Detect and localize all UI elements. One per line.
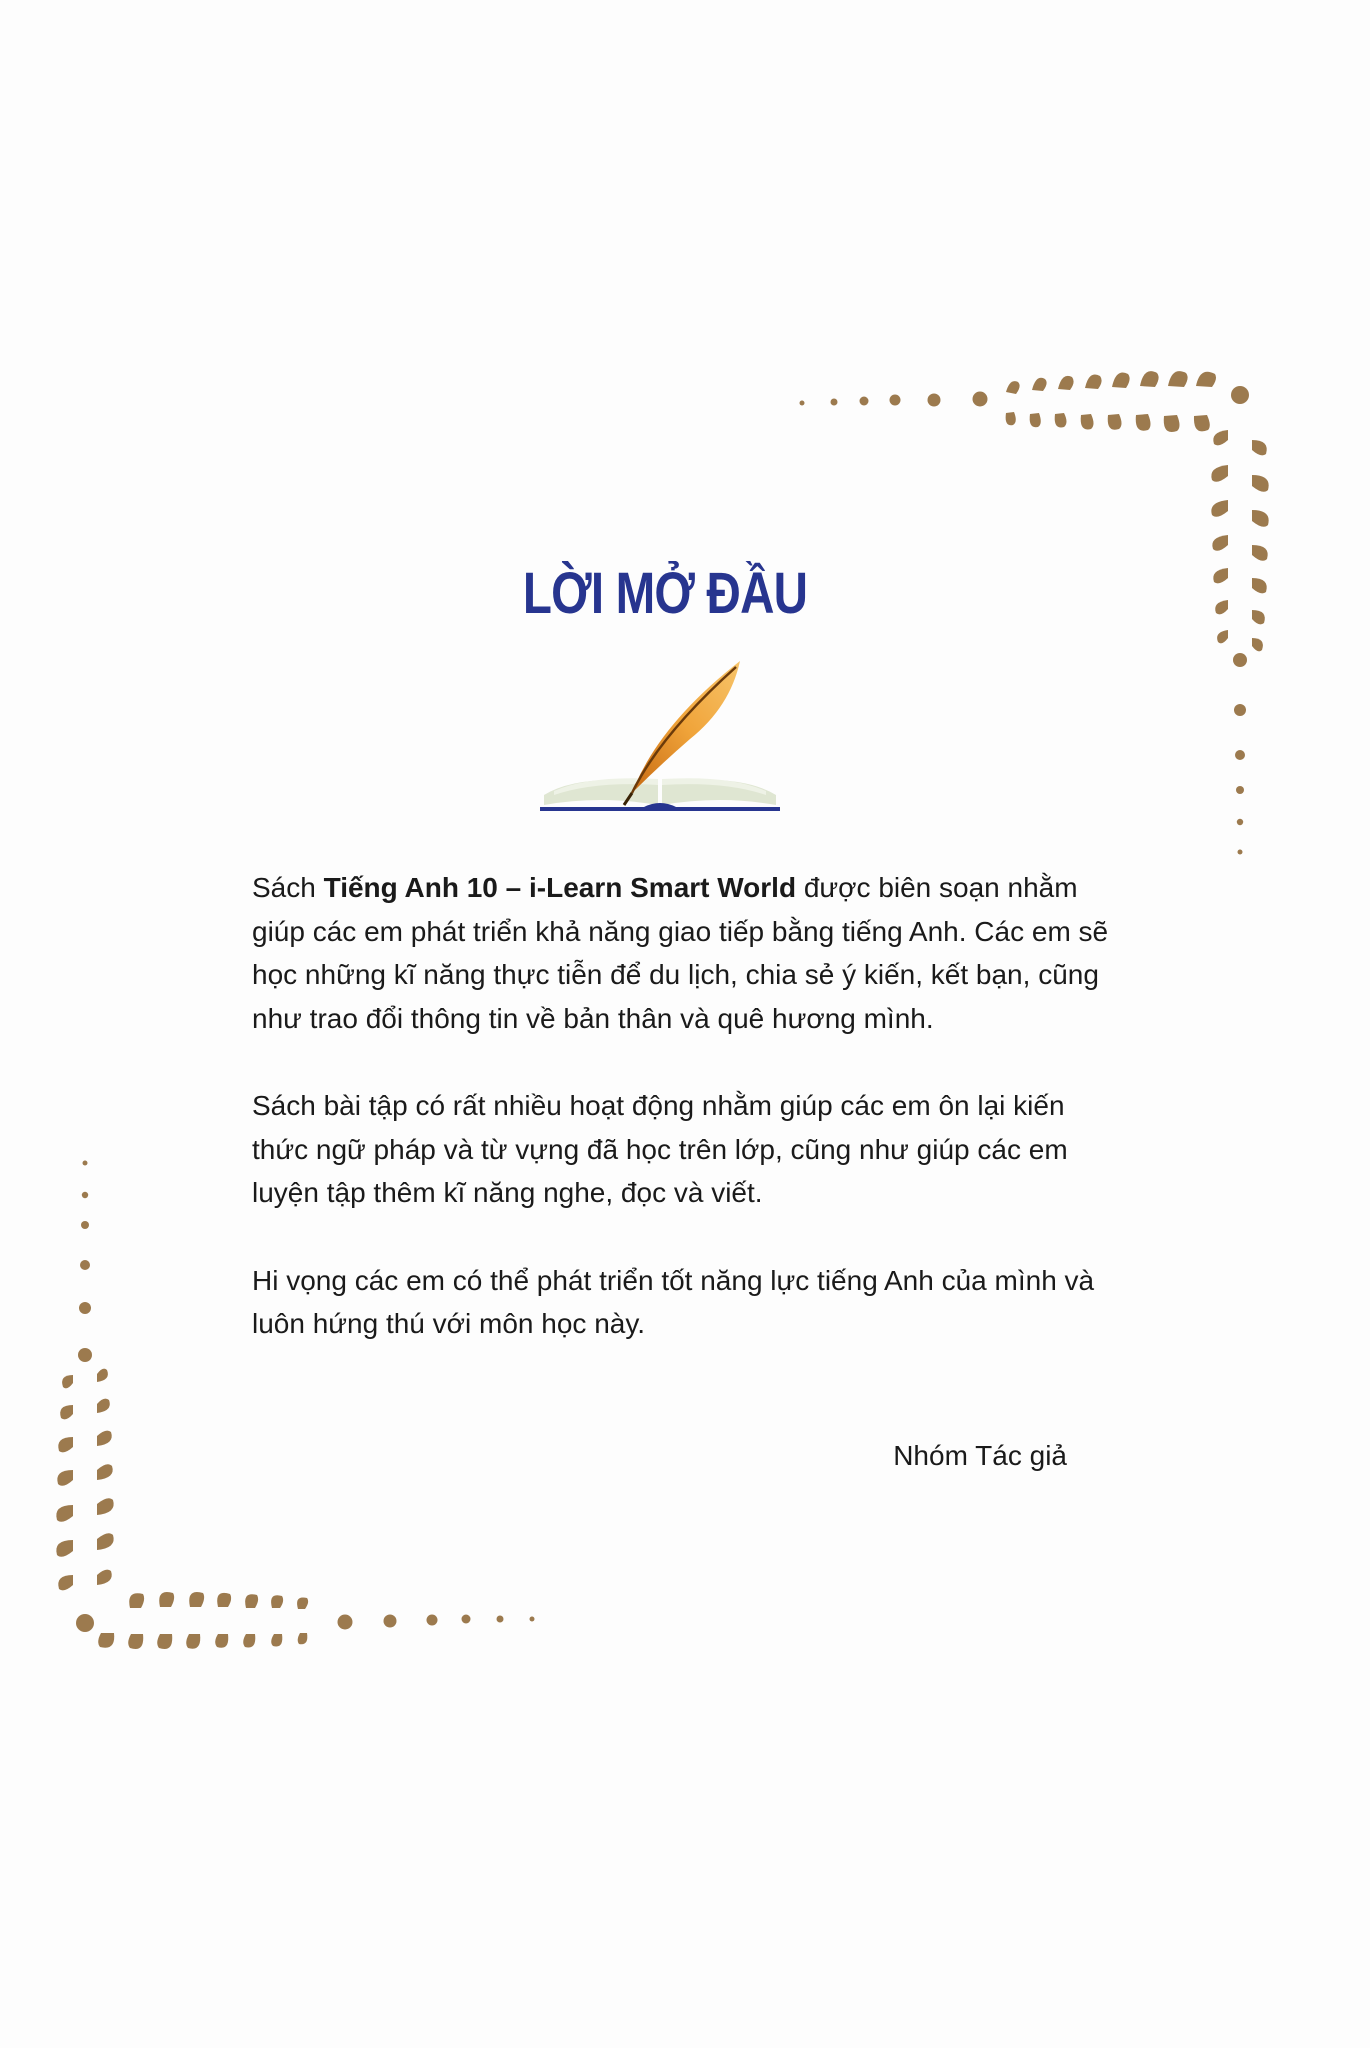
author-signature: Nhóm Tác giả bbox=[893, 1440, 1067, 1471]
open-book-icon bbox=[540, 778, 780, 811]
paragraph-workbook: Sách bài tập có rất nhiều hoạt động nhằm giúp các em ôn lại kiến thức ngữ pháp và từ vựng đã học trên lớp, cũng như giúp các em luyện tập thêm kĩ năng nghe, đọc và viết. bbox=[252, 1090, 1068, 1208]
leaf-vine-ornament-icon bbox=[56, 1369, 308, 1649]
page-title: LỜI MỞ ĐẦU bbox=[522, 561, 808, 626]
paragraph-intro bbox=[252, 866, 1112, 1040]
preface-body bbox=[252, 866, 1112, 1390]
book-title: Tiếng Anh 10 – i-Learn Smart World bbox=[323, 872, 797, 903]
paragraph-intro-rest: được biên soạn nhằm giúp các em phát triển khả năng giao tiếp bằng tiếng Anh. Các em sẽ học những kĩ năng thực tiễn để du lịch, chia sẻ ý kiến, kết bạn, cũng như trao đổi thông tin về bản thân và quê hương mình. bbox=[252, 872, 1109, 1034]
paragraph-closing: Hi vọng các em có thể phát triển tốt năng lực tiếng Anh của mình và luôn hứng thú với môn học này. bbox=[252, 1264, 1095, 1339]
paragraph-intro-lead: Sách bbox=[252, 872, 324, 903]
feather-book-emblem bbox=[540, 655, 780, 825]
